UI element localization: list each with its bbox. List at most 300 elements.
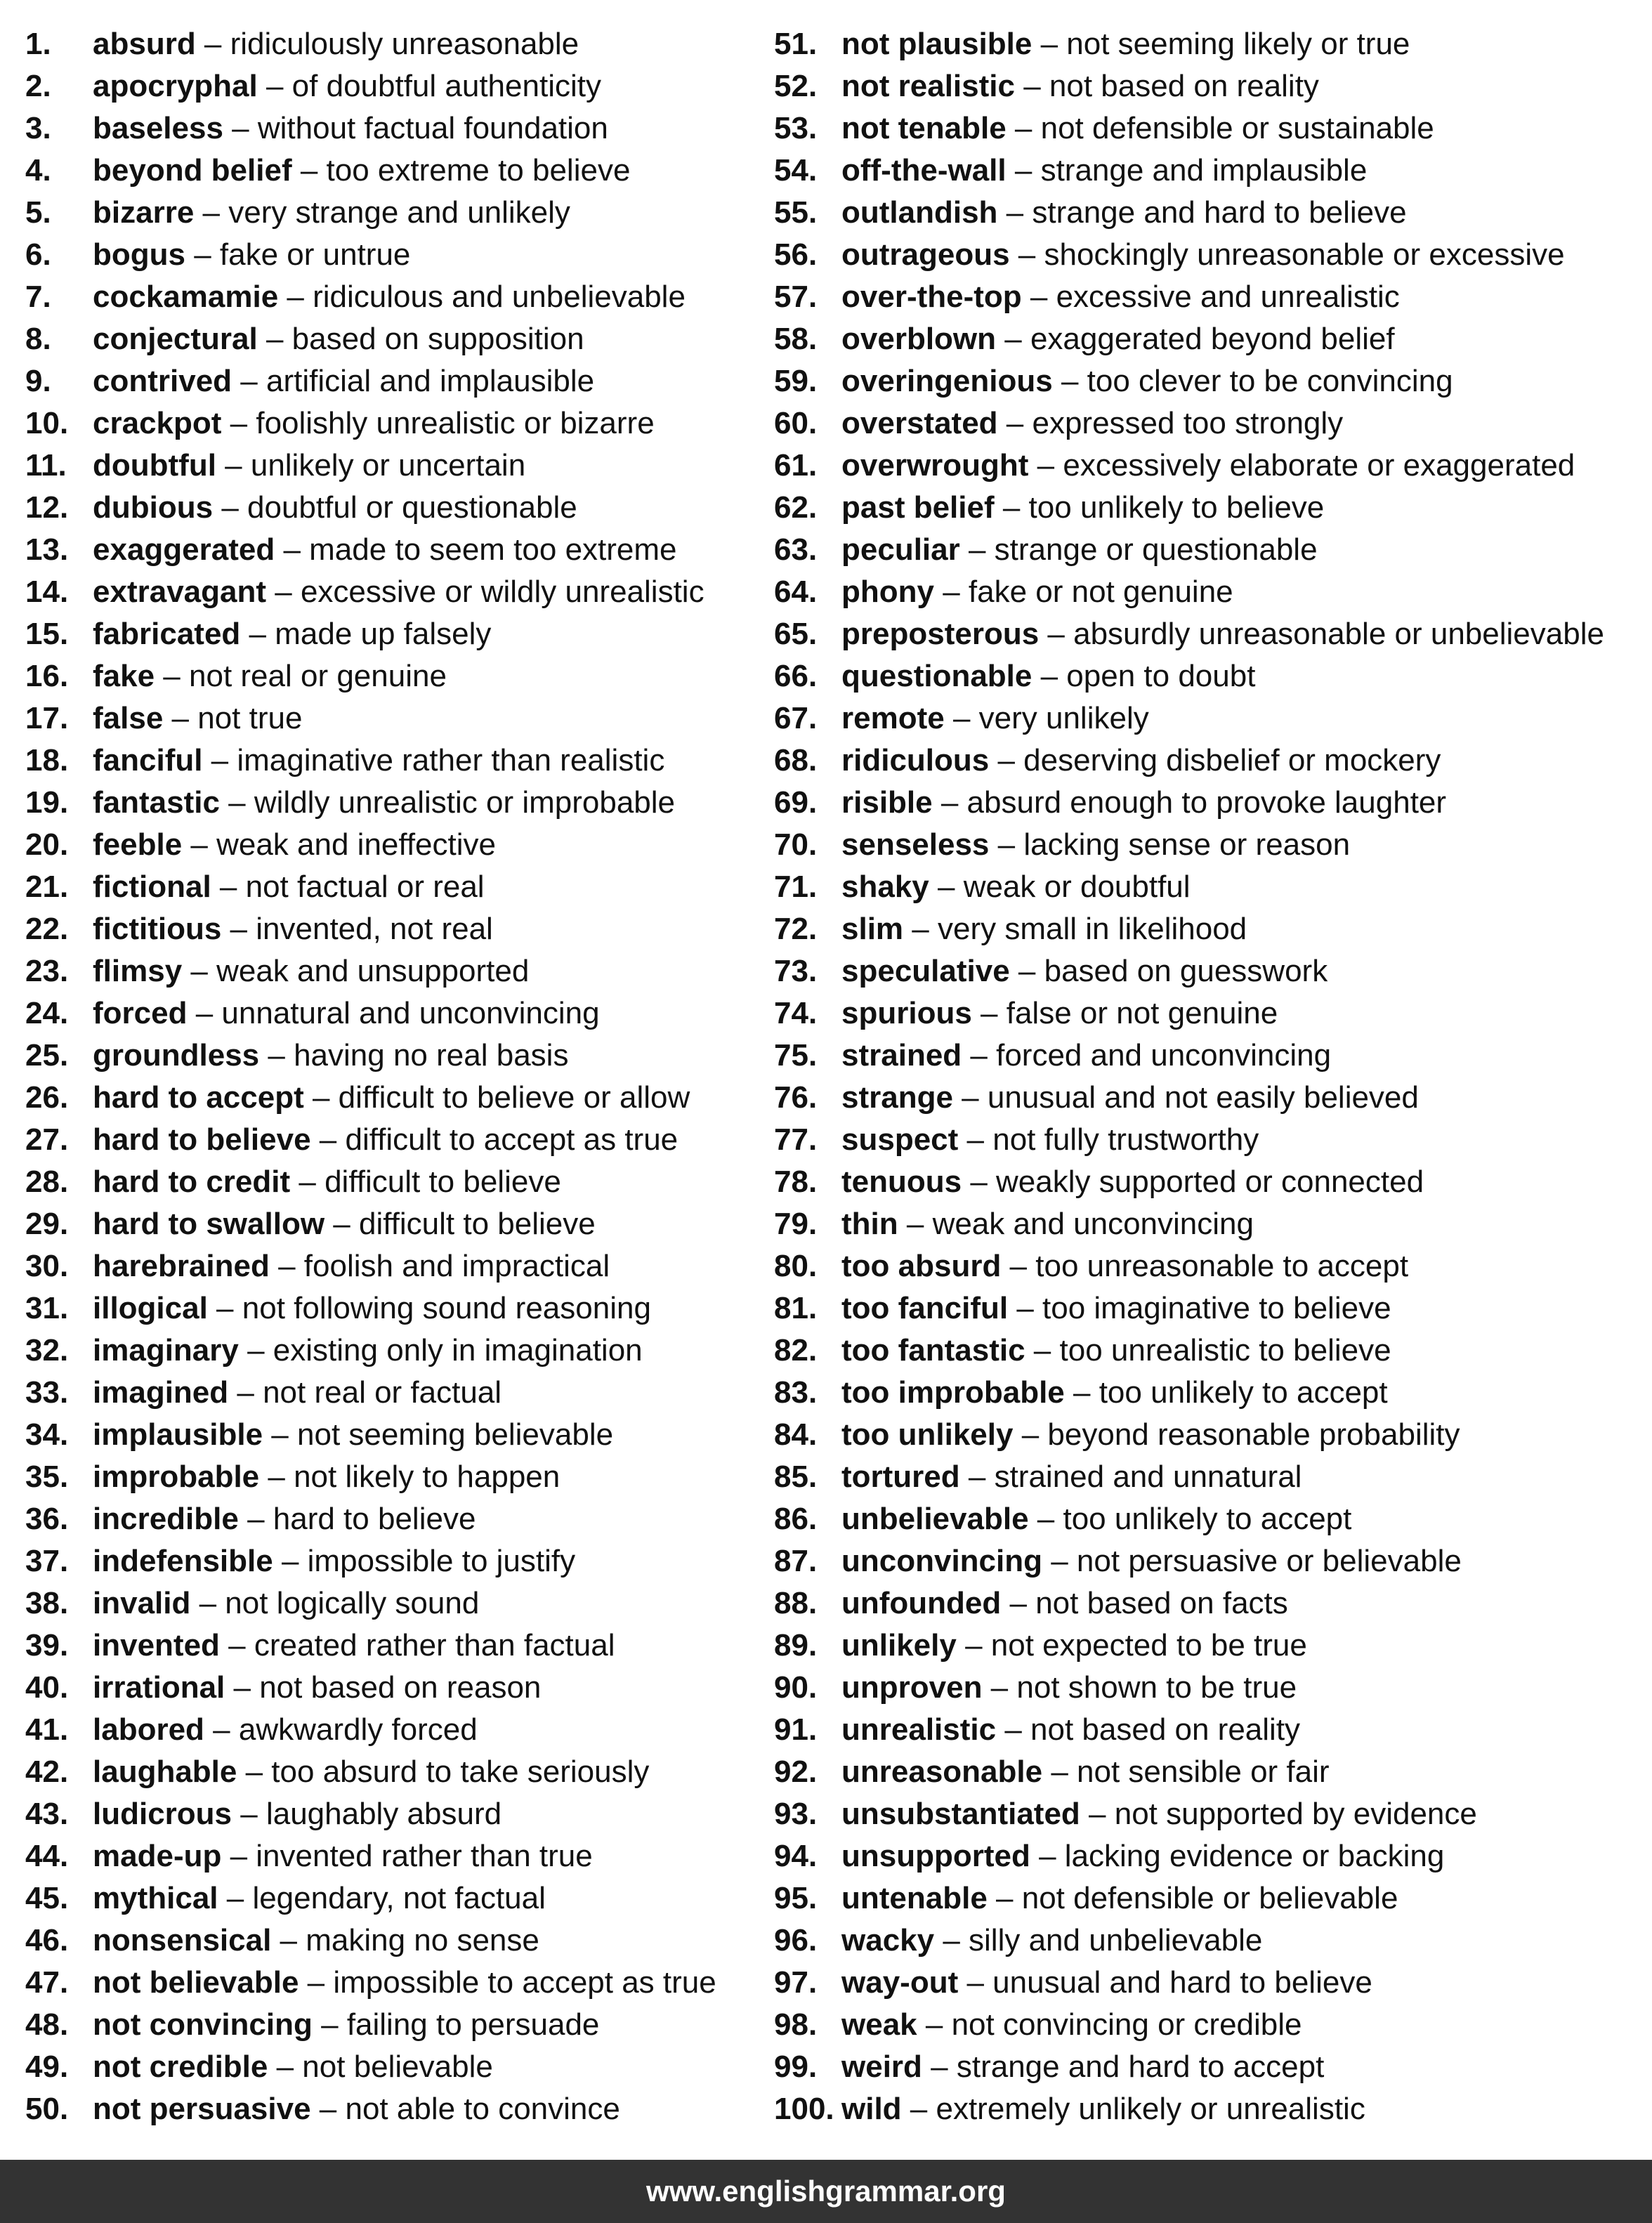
item-separator: – (1080, 1797, 1115, 1831)
item-word: not plausible (841, 27, 1032, 61)
list-item (25, 572, 756, 615)
item-separator: – (959, 532, 995, 567)
item-definition: too clever to be convincing (1087, 364, 1453, 398)
item-word: bogus (93, 237, 185, 272)
item-number: 84. (774, 1417, 818, 1452)
item-separator: – (312, 2007, 347, 2042)
item-number: 16. (25, 659, 69, 693)
item-definition: strange and implausible (1040, 153, 1368, 188)
list-item (25, 994, 756, 1036)
list-item (774, 1879, 1645, 1921)
item-number: 54. (774, 153, 818, 188)
item-number: 31. (25, 1291, 69, 1325)
item-separator: – (269, 1249, 304, 1283)
item-separator: – (952, 1080, 988, 1115)
item-word: tenuous (841, 1165, 962, 1199)
item-separator: – (1028, 448, 1063, 483)
item-number: 45. (25, 1881, 69, 1915)
item-number: 75. (774, 1038, 818, 1073)
list-item (774, 1542, 1645, 1584)
item-word: imagined (93, 1375, 229, 1410)
list-item (25, 952, 756, 994)
list-item (25, 235, 756, 277)
item-definition: strange and hard to accept (956, 2050, 1325, 2084)
item-number: 56. (774, 237, 818, 272)
list-item (774, 67, 1645, 109)
item-definition: too extreme to believe (326, 153, 631, 188)
item-number: 90. (774, 1670, 818, 1705)
item-definition: not able to convince (345, 2092, 620, 2126)
item-word: weak (841, 2007, 917, 2042)
item-separator: – (898, 1207, 933, 1241)
item-number: 17. (25, 701, 69, 735)
item-definition: wildly unrealistic or improbable (254, 785, 676, 820)
item-word: fabricated (93, 617, 241, 651)
item-separator: – (962, 1038, 997, 1073)
item-separator: – (240, 617, 275, 651)
item-number: 32. (25, 1333, 69, 1368)
item-definition: too unreasonable to accept (1035, 1249, 1409, 1283)
list-item (25, 1921, 756, 1963)
list-item (25, 1162, 756, 1205)
list-item (25, 741, 756, 783)
item-definition: foolish and impractical (303, 1249, 610, 1283)
list-item (774, 1036, 1645, 1078)
item-word: outlandish (841, 195, 998, 230)
list-item (774, 699, 1645, 741)
item-word: suspect (841, 1122, 959, 1157)
item-word: unconvincing (841, 1544, 1042, 1578)
list-item (25, 1879, 756, 1921)
item-separator: – (195, 27, 230, 61)
item-definition: difficult to believe or allow (338, 1080, 690, 1115)
item-definition: difficult to believe (324, 1165, 561, 1199)
item-word: outrageous (841, 237, 1010, 272)
item-number: 96. (774, 1923, 818, 1958)
item-separator: – (221, 406, 256, 440)
item-number: 33. (25, 1375, 69, 1410)
item-word: phony (841, 575, 934, 609)
item-word: made-up (93, 1839, 222, 1873)
list-item (25, 1795, 756, 1837)
item-separator: – (263, 1417, 297, 1452)
list-item (25, 1752, 756, 1795)
item-number: 6. (25, 237, 51, 272)
list-item (25, 783, 756, 825)
item-number: 95. (774, 1881, 818, 1915)
item-separator: – (194, 195, 229, 230)
item-definition: not based on reality (1049, 69, 1319, 103)
item-definition: not fully trustworthy (992, 1122, 1259, 1157)
list-item (25, 320, 756, 362)
item-word: not persuasive (93, 2092, 311, 2126)
item-number: 5. (25, 195, 51, 230)
item-definition: strange or questionable (994, 532, 1318, 567)
item-definition: weak and ineffective (216, 827, 496, 862)
item-number: 66. (774, 659, 818, 693)
item-word: fictional (93, 870, 211, 904)
item-word: laughable (93, 1755, 237, 1789)
list-item (774, 404, 1645, 446)
item-word: mythical (93, 1881, 218, 1915)
item-word: fake (93, 659, 155, 693)
list-item (25, 657, 756, 699)
item-number: 22. (25, 912, 69, 946)
list-item (774, 1668, 1645, 1710)
list-item (25, 1457, 756, 1500)
list-item (774, 1331, 1645, 1373)
item-separator: – (324, 1207, 359, 1241)
item-separator: – (278, 280, 313, 314)
item-definition: made up falsely (275, 617, 492, 651)
list-item (25, 1542, 756, 1584)
item-definition: difficult to believe (358, 1207, 596, 1241)
item-word: hard to swallow (93, 1207, 325, 1241)
list-item (25, 1120, 756, 1162)
item-definition: unusual and not easily believed (987, 1080, 1419, 1115)
item-number: 47. (25, 1965, 69, 2000)
item-word: unsupported (841, 1839, 1030, 1873)
item-definition: not factual or real (245, 870, 485, 904)
list-item (774, 783, 1645, 825)
list-item (25, 1205, 756, 1247)
list-item (774, 910, 1645, 952)
item-number: 49. (25, 2050, 69, 2084)
item-separator: – (257, 322, 292, 356)
item-word: fantastic (93, 785, 220, 820)
item-separator: – (232, 1797, 266, 1831)
item-word: speculative (841, 954, 1010, 988)
item-number: 21. (25, 870, 69, 904)
list-item (774, 2047, 1645, 2090)
item-definition: imaginative rather than realistic (237, 743, 665, 778)
list-item (25, 2047, 756, 2090)
item-separator: – (185, 237, 220, 272)
item-definition: very small in likelihood (937, 912, 1247, 946)
item-separator: – (303, 1080, 339, 1115)
item-word: harebrained (93, 1249, 270, 1283)
item-number: 85. (774, 1460, 818, 1494)
item-number: 60. (774, 406, 818, 440)
list-item (774, 530, 1645, 572)
item-number: 24. (25, 996, 69, 1030)
item-number: 62. (774, 490, 818, 525)
item-separator: – (187, 996, 222, 1030)
item-definition: strained and unnatural (994, 1460, 1302, 1494)
item-separator: – (997, 406, 1032, 440)
item-number: 19. (25, 785, 69, 820)
item-number: 67. (774, 701, 818, 735)
item-number: 11. (25, 448, 67, 483)
item-number: 81. (774, 1291, 818, 1325)
item-number: 69. (774, 785, 818, 820)
list-item (774, 235, 1645, 277)
item-number: 25. (25, 1038, 69, 1073)
item-word: baseless (93, 111, 223, 145)
item-word: untenable (841, 1881, 988, 1915)
item-number: 52. (774, 69, 818, 103)
item-separator: – (271, 1923, 306, 1958)
list-item (25, 2090, 756, 2132)
item-word: fictitious (93, 912, 222, 946)
item-definition: excessive or wildly unrealistic (300, 575, 704, 609)
item-number: 59. (774, 364, 818, 398)
item-separator: – (163, 701, 198, 735)
item-word: not believable (93, 1965, 299, 2000)
list-item (25, 1331, 756, 1373)
list-item (774, 2005, 1645, 2047)
item-word: invalid (93, 1586, 191, 1620)
item-definition: open to doubt (1066, 659, 1256, 693)
item-word: fanciful (93, 743, 203, 778)
item-number: 51. (774, 27, 818, 61)
item-separator: – (228, 1375, 263, 1410)
item-separator: – (958, 1965, 993, 2000)
list-item (25, 1626, 756, 1668)
item-definition: without factual foundation (257, 111, 608, 145)
item-definition: ridiculously unreasonable (230, 27, 579, 61)
item-definition: not real or genuine (189, 659, 447, 693)
item-definition: made to seem too extreme (309, 532, 677, 567)
list-item (774, 572, 1645, 615)
item-definition: strange and hard to believe (1032, 195, 1407, 230)
item-word: questionable (841, 659, 1032, 693)
item-definition: extremely unlikely or unrealistic (936, 2092, 1365, 2126)
item-separator: – (182, 954, 217, 988)
list-item (25, 446, 756, 488)
list-item (774, 657, 1645, 699)
item-word: too fantastic (841, 1333, 1025, 1368)
item-separator: – (932, 785, 967, 820)
item-separator: – (996, 322, 1030, 356)
item-word: peculiar (841, 532, 960, 567)
item-definition: foolishly unrealistic or bizarre (256, 406, 655, 440)
list-item (774, 1078, 1645, 1120)
list-item (25, 488, 756, 530)
item-separator: – (190, 1586, 225, 1620)
item-definition: difficult to accept as true (345, 1122, 678, 1157)
item-definition: not based on reality (1030, 1712, 1301, 1747)
item-number: 77. (774, 1122, 818, 1157)
list-item (25, 825, 756, 867)
item-word: unfounded (841, 1586, 1002, 1620)
item-separator: – (917, 2007, 952, 2042)
item-separator: – (182, 827, 217, 862)
item-definition: too unlikely to accept (1063, 1502, 1352, 1536)
item-definition: invented, not real (256, 912, 493, 946)
item-number: 83. (774, 1375, 818, 1410)
item-definition: not defensible or sustainable (1040, 111, 1434, 145)
item-number: 18. (25, 743, 69, 778)
item-word: shaky (841, 870, 929, 904)
item-number: 40. (25, 1670, 69, 1705)
item-separator: – (987, 1881, 1022, 1915)
list-item (774, 1795, 1645, 1837)
item-number: 73. (774, 954, 818, 988)
item-word: thin (841, 1207, 898, 1241)
item-word: improbable (93, 1460, 260, 1494)
item-word: not convincing (93, 2007, 313, 2042)
item-separator: – (944, 701, 979, 735)
item-separator: – (1028, 1502, 1063, 1536)
item-number: 10. (25, 406, 69, 440)
item-definition: too unrealistic to believe (1059, 1333, 1391, 1368)
synonym-list-left (25, 25, 756, 2132)
item-word: strained (841, 1038, 962, 1073)
item-number: 80. (774, 1249, 818, 1283)
item-number: 28. (25, 1165, 69, 1199)
item-separator: – (922, 2050, 957, 2084)
item-separator: – (257, 69, 292, 103)
item-number: 65. (774, 617, 818, 651)
item-word: unbelievable (841, 1502, 1029, 1536)
item-number: 41. (25, 1712, 69, 1747)
item-word: not credible (93, 2050, 268, 2084)
item-word: wacky (841, 1923, 935, 1958)
item-definition: weak and unconvincing (932, 1207, 1254, 1241)
item-definition: not shown to be true (1016, 1670, 1297, 1705)
item-separator: – (259, 1460, 294, 1494)
list-item (774, 1626, 1645, 1668)
item-separator: – (211, 870, 246, 904)
item-word: past belief (841, 490, 995, 525)
item-number: 42. (25, 1755, 69, 1789)
list-item (774, 994, 1645, 1036)
item-separator: – (221, 912, 256, 946)
item-separator: – (155, 659, 189, 693)
item-word: implausible (93, 1417, 263, 1452)
item-separator: – (971, 996, 1007, 1030)
item-word: crackpot (93, 406, 222, 440)
item-number: 78. (774, 1165, 818, 1199)
item-word: weird (841, 2050, 922, 2084)
item-separator: – (1030, 1839, 1065, 1873)
list-item (774, 193, 1645, 235)
item-number: 99. (774, 2050, 818, 2084)
item-separator: – (275, 532, 310, 567)
item-word: absurd (93, 27, 196, 61)
item-word: dubious (93, 490, 214, 525)
item-definition: expressed too strongly (1032, 406, 1344, 440)
item-number: 71. (774, 870, 818, 904)
item-word: overstated (841, 406, 998, 440)
item-number: 57. (774, 280, 818, 314)
item-separator: – (219, 1628, 254, 1663)
item-number: 26. (25, 1080, 69, 1115)
list-item (774, 362, 1645, 404)
list-item (25, 277, 756, 320)
item-number: 72. (774, 912, 818, 946)
item-separator: – (204, 1712, 239, 1747)
list-item (25, 1373, 756, 1415)
item-separator: – (1021, 280, 1056, 314)
item-definition: invented rather than true (256, 1839, 593, 1873)
item-word: nonsensical (93, 1923, 272, 1958)
list-item (774, 1963, 1645, 2005)
item-word: beyond belief (93, 153, 292, 188)
item-separator: – (310, 2092, 346, 2126)
list-item (25, 67, 756, 109)
footer-bar (0, 2160, 1652, 2223)
list-item (25, 1500, 756, 1542)
list-item (774, 952, 1645, 994)
item-word: false (93, 701, 164, 735)
item-definition: artificial and implausible (266, 364, 595, 398)
list-item (774, 1205, 1645, 1247)
item-number: 58. (774, 322, 818, 356)
item-number: 7. (25, 280, 51, 314)
item-separator: – (238, 1333, 273, 1368)
item-definition: lacking evidence or backing (1064, 1839, 1445, 1873)
item-number: 39. (25, 1628, 69, 1663)
item-word: too absurd (841, 1249, 1002, 1283)
item-definition: weak or doubtful (963, 870, 1191, 904)
item-word: overblown (841, 322, 997, 356)
item-separator: – (1001, 1249, 1036, 1283)
item-word: over-the-top (841, 280, 1022, 314)
item-number: 97. (774, 1965, 818, 2000)
list-item (25, 699, 756, 741)
item-definition: weakly supported or connected (996, 1165, 1424, 1199)
item-number: 23. (25, 954, 69, 988)
item-definition: beyond reasonable probability (1047, 1417, 1460, 1452)
item-word: unproven (841, 1670, 983, 1705)
item-number: 91. (774, 1712, 818, 1747)
list-item (774, 1752, 1645, 1795)
list-item (25, 404, 756, 446)
item-number: 15. (25, 617, 69, 651)
item-definition: exaggerated beyond belief (1030, 322, 1395, 356)
item-definition: false or not genuine (1006, 996, 1278, 1030)
item-number: 36. (25, 1502, 69, 1536)
item-separator: – (218, 1881, 253, 1915)
list-item (25, 1415, 756, 1457)
list-item (25, 1289, 756, 1331)
item-definition: not sensible or fair (1077, 1755, 1330, 1789)
item-definition: fake or not genuine (968, 575, 1233, 609)
item-separator: – (223, 111, 258, 145)
item-number: 87. (774, 1544, 818, 1578)
item-number: 27. (25, 1122, 69, 1157)
list-item (25, 1036, 756, 1078)
item-separator: – (207, 1291, 242, 1325)
item-definition: shockingly unreasonable or excessive (1044, 237, 1565, 272)
item-separator: – (273, 1544, 308, 1578)
item-number: 55. (774, 195, 818, 230)
item-definition: not expected to be true (990, 1628, 1307, 1663)
item-separator: – (1032, 27, 1067, 61)
list-item (25, 1963, 756, 2005)
list-item (774, 1921, 1645, 1963)
item-separator: – (958, 1122, 993, 1157)
footer-url[interactable]: www.englishgrammar.org (646, 2175, 1006, 2208)
item-number: 53. (774, 111, 818, 145)
item-separator: – (213, 490, 248, 525)
item-definition: forced and unconvincing (996, 1038, 1332, 1073)
list-item (25, 615, 756, 657)
item-definition: deserving disbelief or mockery (1023, 743, 1441, 778)
item-separator: – (962, 1165, 997, 1199)
list-item (25, 151, 756, 193)
item-word: preposterous (841, 617, 1040, 651)
item-separator: – (1064, 1375, 1099, 1410)
item-word: contrived (93, 364, 232, 398)
item-number: 93. (774, 1797, 818, 1831)
item-separator: – (1042, 1544, 1077, 1578)
item-word: irrational (93, 1670, 225, 1705)
item-word: unsubstantiated (841, 1797, 1080, 1831)
item-word: labored (93, 1712, 204, 1747)
